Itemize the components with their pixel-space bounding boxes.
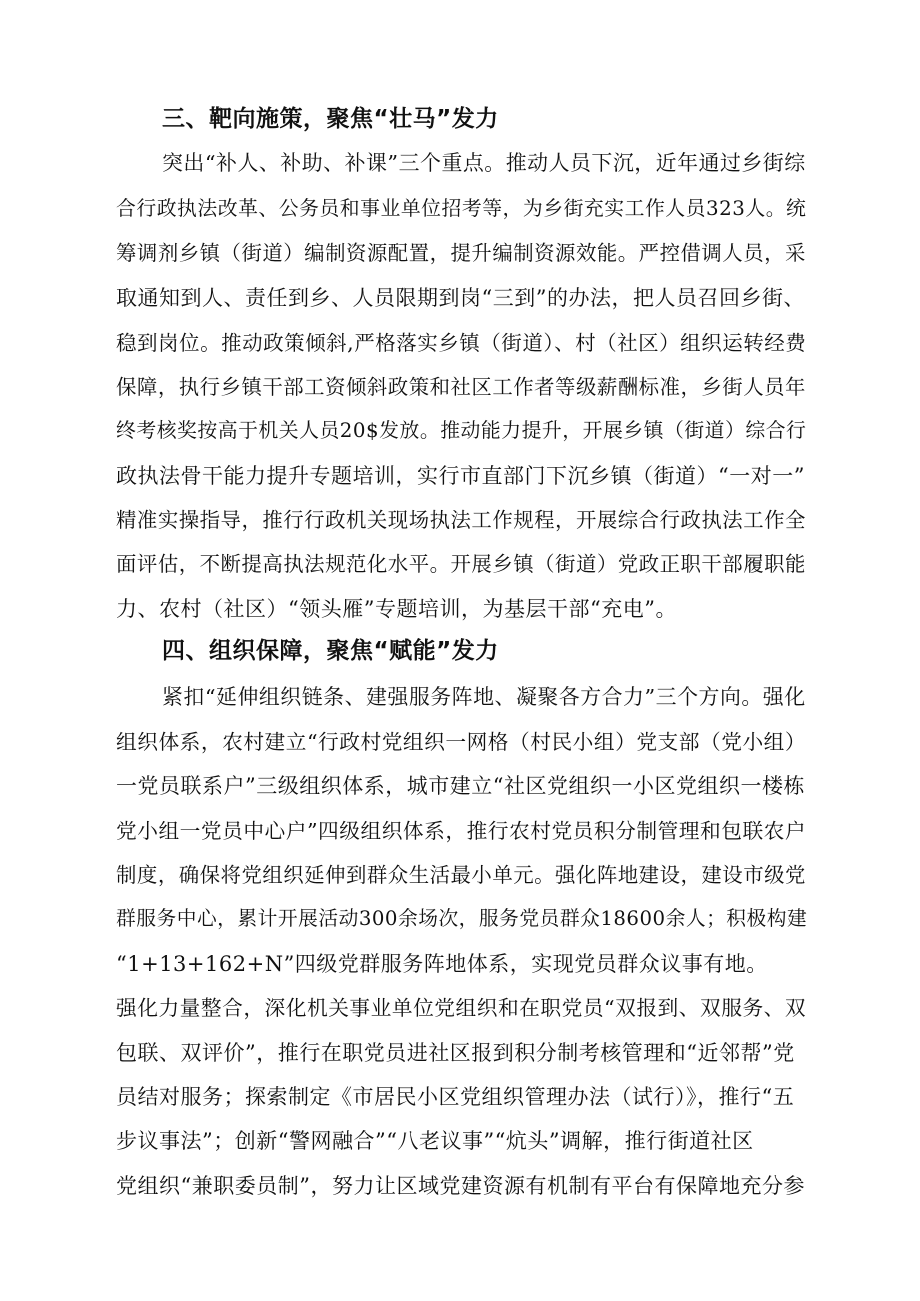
section-heading-4: 四、组织保障，聚焦“赋能”发力 (162, 638, 499, 664)
paragraph-line: 筹调剂乡镇（街道）编制资源配置，提升编制资源效能。严控借调人员，采 (116, 241, 806, 265)
paragraph-line: 组织体系，农村建立“行政村党组织一网格（村民小组）党支部（党小组） (116, 730, 807, 754)
paragraph-line: 突出“补人、补助、补课”三个重点。推动人员下沉，近年通过乡街综 (162, 151, 806, 175)
paragraph-line: 员结对服务；探索制定《市居民小区党组织管理办法（试行）》，推行“五 (116, 1085, 795, 1109)
paragraph-line: 稳到岗位。推动政策倾斜,严格落实乡镇（街道）、村（社区）组织运转经费 (116, 331, 807, 355)
section-heading-3: 三、靶向施策，聚焦“壮马”发力 (162, 106, 499, 132)
paragraph-line: 终考核奖按高于机关人员20$发放。推动能力提升，开展乡镇（街道）综合行 (116, 419, 807, 442)
paragraph-line: 包联、双评价”，推行在职党员进社区报到积分制考核管理和“近邻帮”党 (116, 1041, 795, 1065)
paragraph-line: 党小组一党员中心户”四级组织体系，推行农村党员积分制管理和包联农户 (116, 819, 807, 843)
paragraph-line: 群服务中心，累计开展活动300余场次，服务党员群众18600余人；积极构建 (116, 907, 808, 930)
paragraph-line: 合行政执法改革、公务员和事业单位招考等，为乡街充实工作人员323人。统 (116, 197, 807, 220)
paragraph-line: 强化力量整合，深化机关事业单位党组织和在职党员“双报到、双服务、双 (116, 996, 807, 1020)
paragraph-line: 面评估，不断提高执法规范化水平。开展乡镇（街道）党政正职干部履职能 (116, 552, 806, 576)
paragraph-line: 保障，执行乡镇干部工资倾斜政策和社区工作者等级薪酬标准，乡街人员年 (116, 375, 806, 399)
paragraph-line: 一党员联系户”三级组织体系，城市建立“社区党组织一小区党组织一楼栋 (116, 774, 805, 798)
paragraph-line: 紧扣“延伸组织链条、建强服务阵地、凝聚各方合力”三个方向。强化 (162, 685, 806, 709)
paragraph-line: 政执法骨干能力提升专题培训，实行市直部门下沉乡镇（街道）“一对一” (116, 464, 805, 488)
paragraph-line: 党组织“兼职委员制”，努力让区域党建资源有机制有平台有保障地充分参 (116, 1174, 805, 1198)
paragraph-line: 制度，确保将党组织延伸到群众生活最小单元。强化阵地建设，建设市级党 (116, 863, 806, 887)
paragraph-line: 取通知到人、责任到乡、人员限期到岗“三到”的办法，把人员召回乡街、 (116, 286, 805, 310)
paragraph-line: “1+13+162+N”四级党群服务阵地体系，实现党员群众议事有地。 (116, 952, 768, 976)
paragraph-line: 精准实操指导，推行行政机关现场执法工作规程，开展综合行政执法工作全 (116, 508, 806, 532)
paragraph-line: 力、农村（社区）“领头雁”专题培训，为基层干部“充电”。 (116, 597, 677, 621)
paragraph-line: 步议事法”；创新“警网融合”“八老议事”“炕头”调解，推行街道社区 (116, 1129, 754, 1153)
